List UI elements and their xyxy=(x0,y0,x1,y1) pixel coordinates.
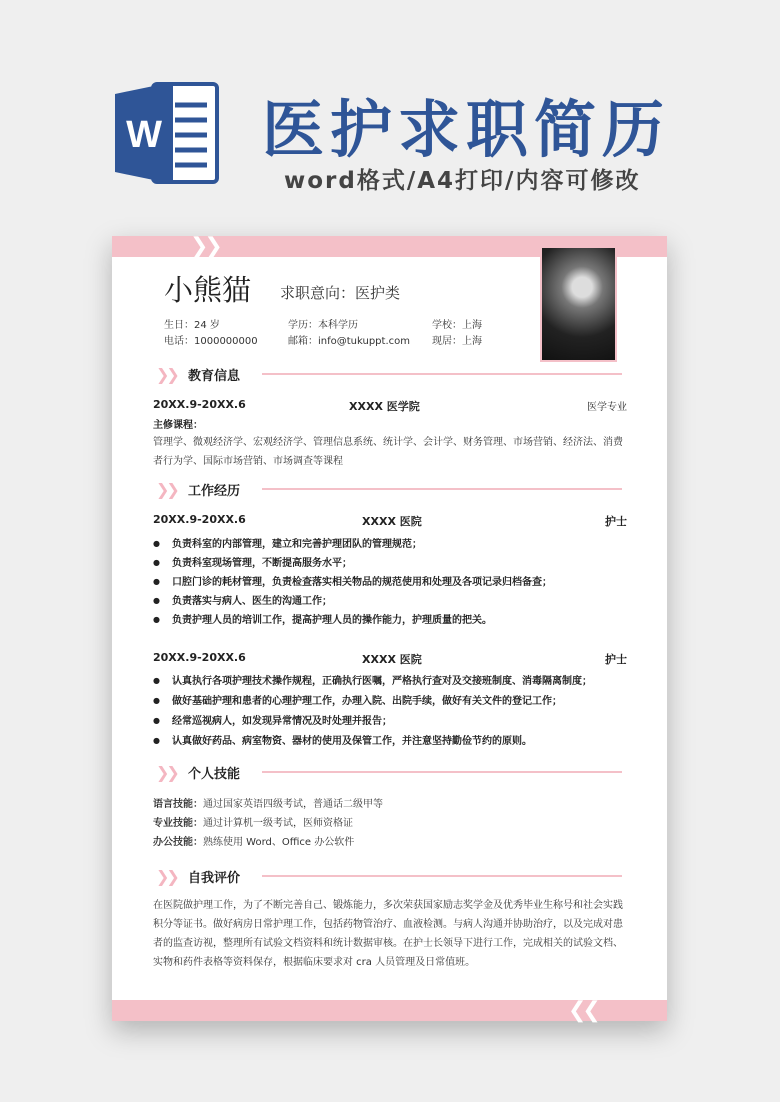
banner-subtitle: word格式/A4打印/内容可修改 xyxy=(284,168,641,194)
resume-page xyxy=(112,236,667,1021)
job-bullet: ● 负责科室的内部管理，建立和完善护理团队的管理规范； xyxy=(153,535,422,550)
role: 护士 xyxy=(605,653,627,666)
skill-value: 熟练使用 Word、Office 办公软件 xyxy=(203,837,355,848)
major: 医学专业 xyxy=(587,402,627,413)
section-self-header xyxy=(156,866,622,886)
job-bullet: ● 负责落实与病人、医生的沟通工作； xyxy=(153,592,332,607)
courses-text: 管理学、微观经济学、宏观经济学、管理信息系统、统计学、会计学、财务管理、市场营销、经济法、消费者行为学、国际市场营销、市场调查等课程 xyxy=(153,437,623,467)
section-title: 工作经历 xyxy=(188,483,241,499)
section-work-header xyxy=(156,479,622,499)
school: XXXX 医学院 xyxy=(349,400,420,413)
job-bullet: ● 负责护理人员的培训工作，提高护理人员的操作能力，护理质量的把关。 xyxy=(153,611,492,626)
chevron-right-icon: ❯❯ xyxy=(190,234,219,259)
job-bullet: ● 负责科室现场管理，不断提高服务水平； xyxy=(153,554,352,569)
chevron-icon: ❯❯ xyxy=(156,762,177,782)
period: 20XX.9-20XX.6 xyxy=(153,513,246,526)
profile-photo xyxy=(540,246,617,362)
skill-label: 办公技能： xyxy=(153,837,203,848)
job-bullet: ● 口腔门诊的耗材管理，负责检查落实相关物品的规范使用和处理及各项记录归档备查； xyxy=(153,573,552,588)
skill-label: 语言技能： xyxy=(153,799,203,810)
job-bullet: ● 认真执行各项护理技术操作规程，正确执行医嘱，严格执行查对及交接班制度、消毒隔离制度； xyxy=(153,672,592,687)
period: 20XX.9-20XX.6 xyxy=(153,398,246,411)
svg-text:W: W xyxy=(126,114,162,156)
skill-item xyxy=(153,795,627,814)
skill-value: 通过计算机一级考试，医师资格证 xyxy=(203,818,353,829)
section-title: 自我评价 xyxy=(188,870,241,886)
org: XXXX 医院 xyxy=(362,653,422,666)
skill-value: 通过国家英语四级考试，普通话二级甲等 xyxy=(203,799,383,810)
role: 护士 xyxy=(605,515,627,528)
section-title: 教育信息 xyxy=(188,368,241,384)
org: XXXX 医院 xyxy=(362,515,422,528)
job-bullet: ● 做好基础护理和患者的心理护理工作，办理入院、出院手续，做好有关文件的登记工作； xyxy=(153,692,562,707)
info-email: 邮箱：info@tukuppt.com xyxy=(288,336,410,347)
self-evaluation-text: 在医院做护理工作，为了不断完善自己、锻炼能力，多次荣获国家励志奖学金及优秀毕业生称号和社会实践积分等证书。做好病房日常护理工作，包括药物管治疗、血液检测。与病人沟通并协助治疗，以及完成对患者的监查访视，整理所有试验文档资料和统计数据审核。在护士长领导下进行工作，完成相关的试验文档、实物和药件表格等资料保存，根据临床要求对 cra 人员管理及日常值班。 xyxy=(153,900,623,968)
job-bullet: ● 认真做好药品、病室物资、器材的使用及保管工作，并注意坚持勤俭节约的原则。 xyxy=(153,732,532,747)
skill-item xyxy=(153,814,627,833)
job-intent: 求职意向：医护类 xyxy=(280,284,401,302)
chevron-icon: ❯❯ xyxy=(156,866,177,886)
candidate-name: 小熊猫 xyxy=(164,273,252,307)
info-birthday: 生日：24 岁 xyxy=(164,320,220,331)
bottom-band xyxy=(112,1000,667,1021)
chevron-icon: ❯❯ xyxy=(156,479,177,499)
section-title: 个人技能 xyxy=(188,766,241,782)
skill-item xyxy=(153,833,627,852)
period: 20XX.9-20XX.6 xyxy=(153,651,246,664)
courses-label: 主修课程： xyxy=(153,420,203,431)
banner-title: 医护求职简历 xyxy=(262,93,671,166)
word-icon xyxy=(115,80,220,186)
info-school: 学校：上海 xyxy=(432,320,482,331)
info-phone: 电话：1000000000 xyxy=(164,336,258,347)
section-education-header xyxy=(156,364,622,384)
job-bullet: ● 经常巡视病人，如发现异常情况及时处理并报告； xyxy=(153,712,392,727)
info-education: 学历：本科学历 xyxy=(288,320,358,331)
skill-label: 专业技能： xyxy=(153,818,203,829)
chevron-icon: ❯❯ xyxy=(156,364,177,384)
chevron-left-icon: ❮❮ xyxy=(568,998,597,1023)
info-residence: 现居：上海 xyxy=(432,336,482,347)
section-skills-header xyxy=(156,762,622,782)
